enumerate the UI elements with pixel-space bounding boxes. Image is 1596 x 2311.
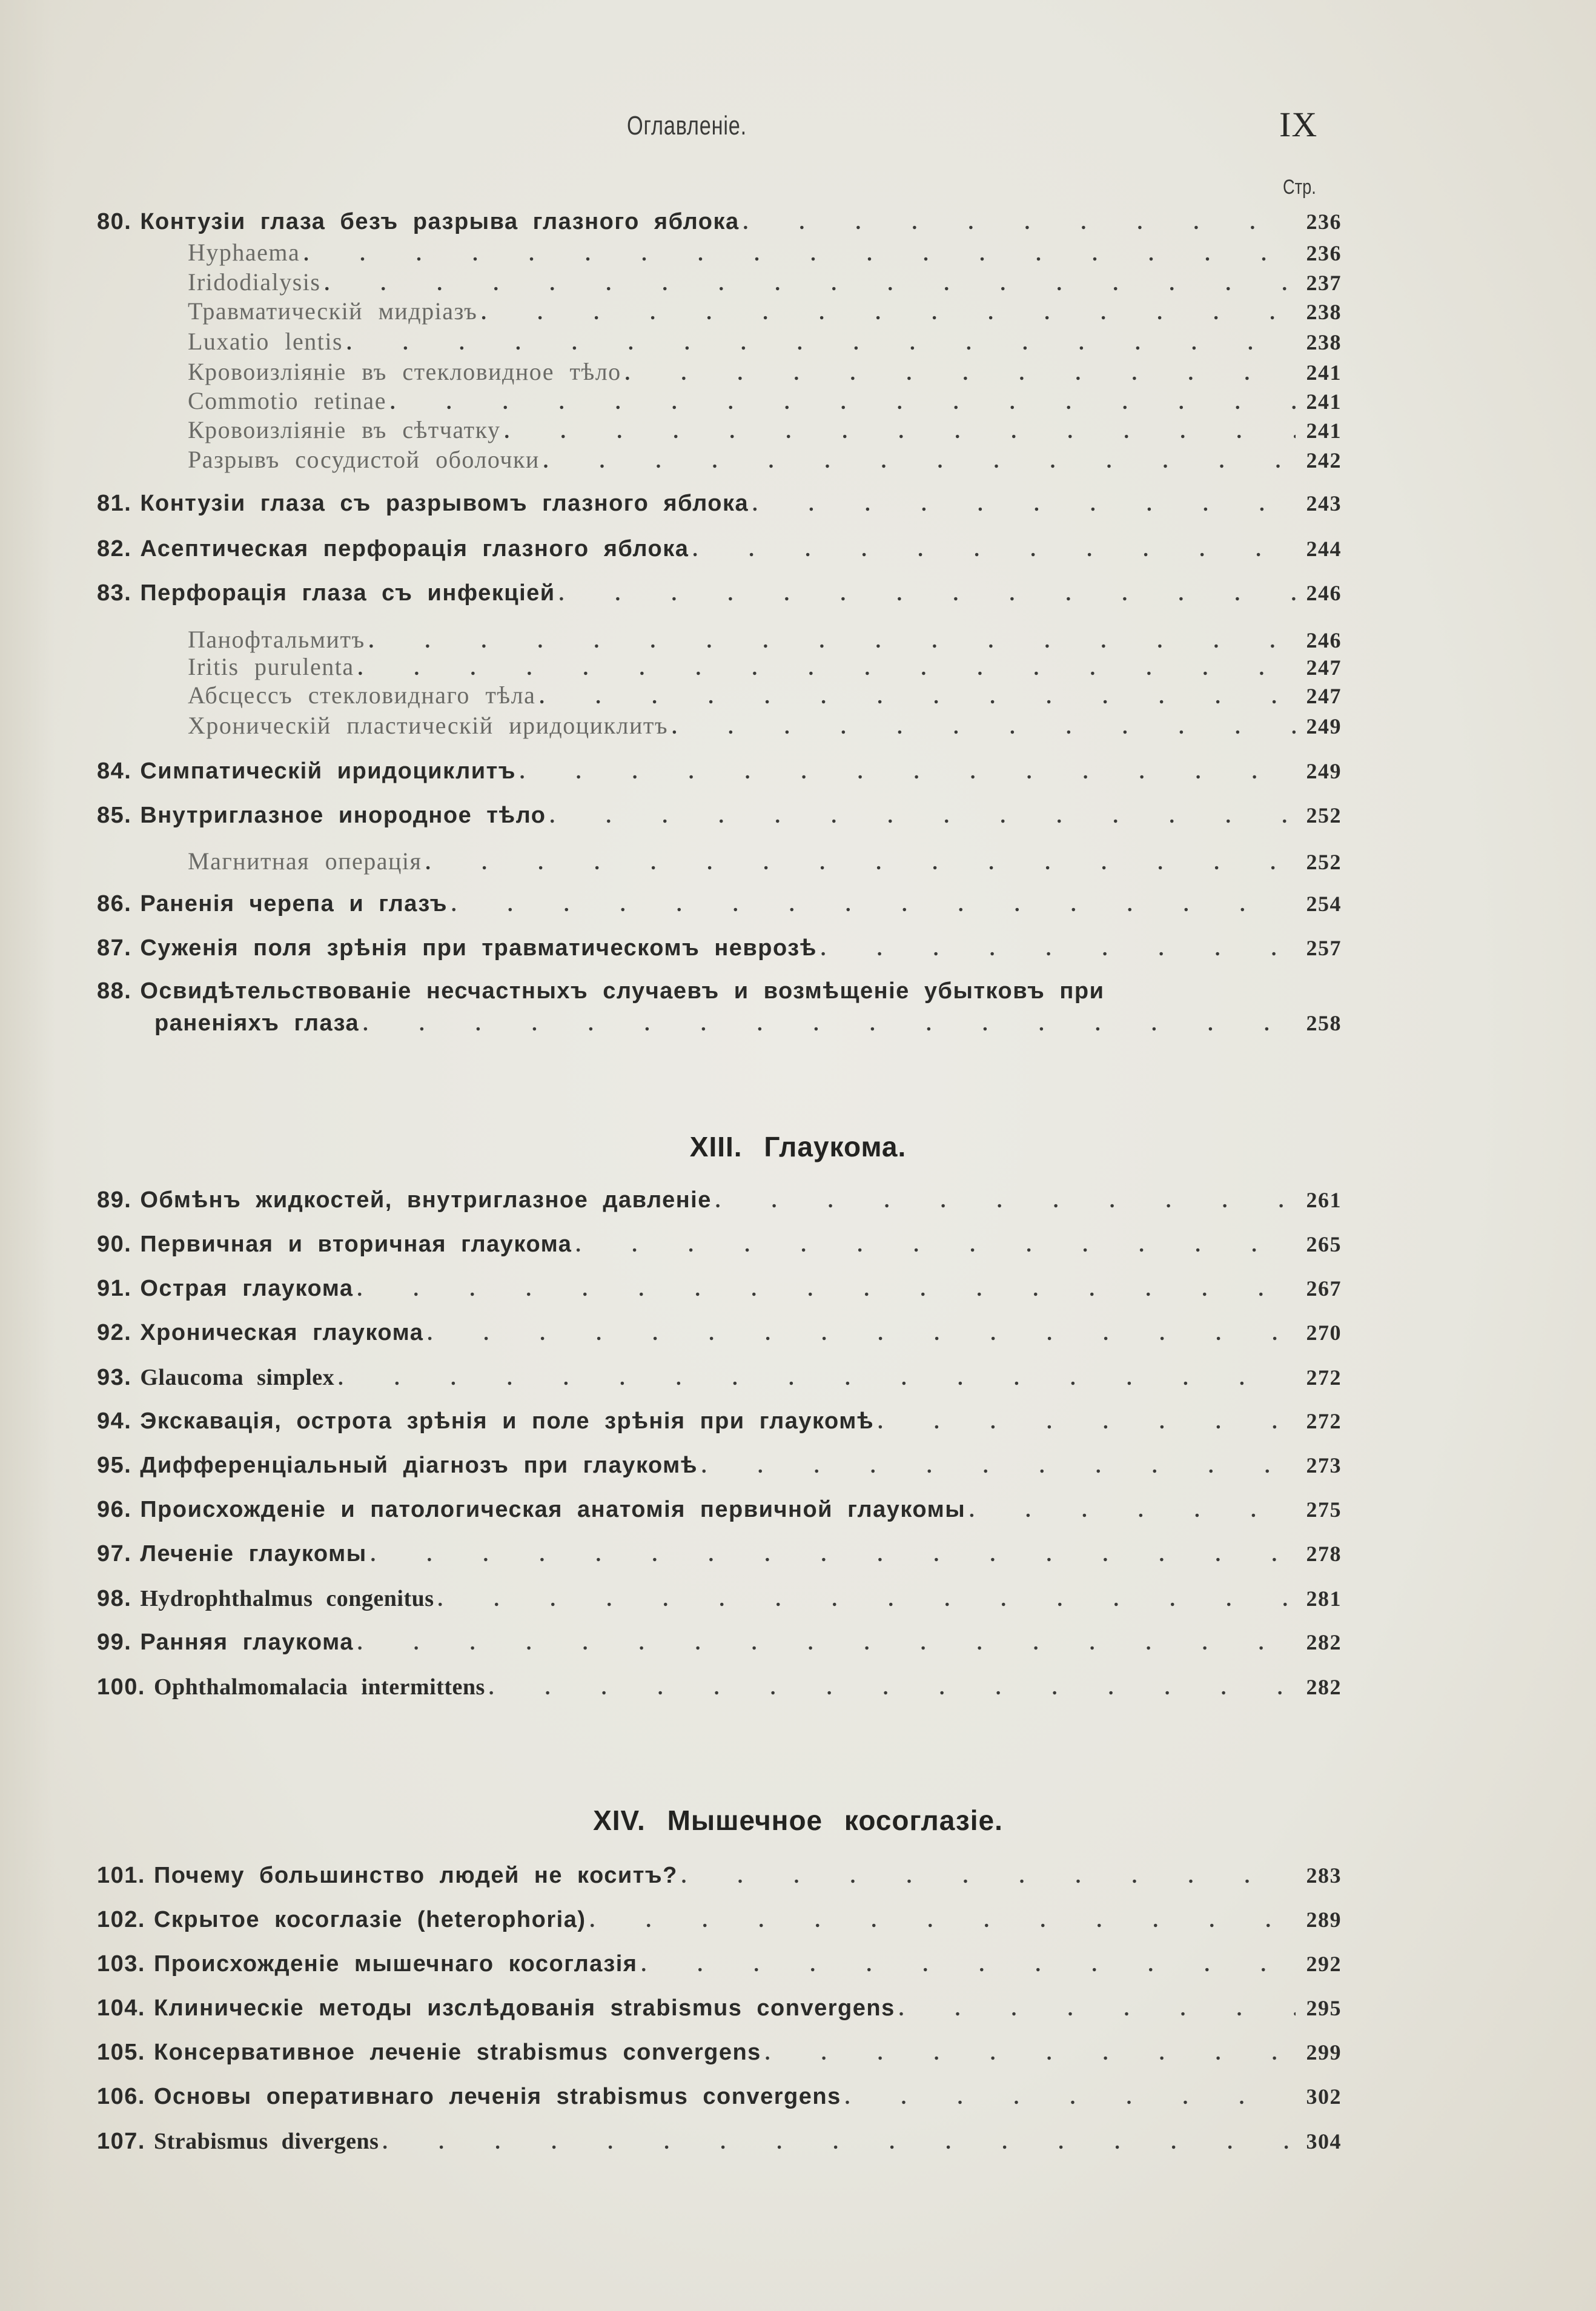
dot-leader — [641, 1954, 1296, 1977]
dot-leader — [765, 2042, 1296, 2065]
dot-leader — [899, 1998, 1296, 2021]
entry-title: Ophthalmomalacia intermittens — [153, 1674, 485, 1700]
entry-page: 295 — [1306, 1996, 1342, 2020]
toc-entry[interactable] — [97, 891, 1342, 917]
toc-entry[interactable] — [97, 1995, 1342, 2021]
toc-subentry[interactable] — [188, 268, 1342, 296]
entry-page: 272 — [1306, 1365, 1342, 1390]
toc-entry[interactable] — [97, 1951, 1342, 1977]
entry-title: Основы оперативнаго леченія strabismus convergens — [153, 2084, 841, 2109]
entry-page: 270 — [1306, 1321, 1342, 1345]
dot-leader — [590, 1909, 1296, 1932]
entry-title: Острая глаукома — [140, 1276, 354, 1301]
toc-subentry[interactable] — [188, 681, 1342, 709]
subentry-page: 247 — [1306, 684, 1342, 708]
toc-subentry[interactable] — [188, 711, 1342, 740]
subentry-page: 249 — [1306, 714, 1342, 738]
subentry-title: Hyphaema — [188, 239, 300, 266]
entry-title: Hydrophthalmus congenitus — [140, 1586, 434, 1611]
running-title: Оглавленіе. — [627, 111, 747, 141]
toc-subentry[interactable] — [188, 386, 1342, 415]
entry-title: Первичная и вторичная глаукома — [140, 1232, 572, 1257]
toc-entry[interactable] — [97, 803, 1342, 829]
toc-entry[interactable] — [97, 1187, 1342, 1213]
toc-entry[interactable] — [97, 1364, 1342, 1391]
entry-number: 105. — [97, 2040, 145, 2065]
page-folio: IX — [1279, 105, 1318, 144]
entry-page: 292 — [1306, 1952, 1342, 1976]
subentry-page: 247 — [1306, 655, 1342, 680]
section-number: XIV. — [593, 1805, 646, 1836]
toc-entry[interactable] — [97, 1408, 1342, 1434]
entry-number: 100. — [97, 1674, 145, 1700]
subentry-page: 237 — [1306, 271, 1342, 295]
entry-title: Клиническіе методы изслѣдованія strabismus convergens — [153, 1995, 895, 2021]
dot-leader — [701, 1455, 1296, 1478]
entry-number: 87. — [97, 935, 132, 961]
toc-entry[interactable] — [97, 2040, 1342, 2066]
dot-leader — [520, 761, 1296, 784]
toc-entry[interactable] — [97, 580, 1342, 606]
toc-entry[interactable] — [97, 2084, 1342, 2110]
dot-leader — [743, 211, 1296, 234]
subentry-page: 246 — [1306, 628, 1342, 652]
dot-leader — [346, 332, 1296, 355]
dot-leader — [338, 1367, 1296, 1390]
entry-number: 85. — [97, 803, 132, 828]
entry-page: 278 — [1306, 1542, 1342, 1566]
entry-number: 81. — [97, 491, 132, 516]
dot-leader — [324, 273, 1296, 296]
toc-subentry[interactable] — [188, 625, 1342, 654]
subentry-page: 252 — [1306, 850, 1342, 874]
subentry-title: Абсцессъ стекловиднаго тѣла — [188, 681, 536, 709]
subentry-title: Iridodialysis — [188, 268, 321, 296]
subentry-page: 241 — [1306, 419, 1342, 443]
subentry-title: Кровоизліяніе въ сѣтчатку — [188, 416, 501, 443]
entry-number: 83. — [97, 580, 132, 606]
entry-page: 289 — [1306, 1908, 1342, 1932]
entry-page: 267 — [1306, 1276, 1342, 1301]
toc-entry[interactable] — [97, 1497, 1342, 1523]
subentry-page: 241 — [1306, 390, 1342, 414]
entry-page: 236 — [1306, 210, 1342, 234]
entry-title: Почему большинство людей не коситъ? — [153, 1863, 678, 1888]
toc-entry[interactable] — [97, 2128, 1342, 2155]
entry-page: 249 — [1306, 759, 1342, 783]
dot-leader — [969, 1499, 1296, 1522]
entry-page: 246 — [1306, 581, 1342, 605]
entry-number: 93. — [97, 1365, 132, 1390]
entry-number: 88. — [97, 978, 132, 1004]
subentry-page: 238 — [1306, 300, 1342, 324]
entry-title: Экскавація, острота зрѣнія и поле зрѣнія при глаукомѣ — [140, 1408, 875, 1434]
entry-page: 272 — [1306, 1409, 1342, 1433]
toc-entry[interactable] — [97, 935, 1342, 961]
entry-page: 302 — [1306, 2084, 1342, 2109]
entry-title: Контузіи глаза безъ разрыва глазного яблока — [140, 209, 740, 234]
toc-entry[interactable] — [97, 491, 1342, 517]
dot-leader — [681, 1865, 1296, 1888]
dot-leader — [382, 2131, 1296, 2154]
dot-leader — [357, 1278, 1296, 1301]
dot-leader — [451, 894, 1296, 917]
subentry-page: 242 — [1306, 448, 1342, 472]
entry-title: Перфорація глаза съ инфекціей — [140, 580, 555, 606]
entry-number: 90. — [97, 1232, 132, 1257]
toc-entry-continuation[interactable] — [154, 1010, 1342, 1036]
entry-title: Контузіи глаза съ разрывомъ глазного яблока — [140, 491, 749, 516]
entry-page: 304 — [1306, 2129, 1342, 2154]
toc-subentry[interactable] — [188, 297, 1342, 325]
toc-entry[interactable] — [97, 1453, 1342, 1479]
entry-number: 91. — [97, 1276, 132, 1301]
entry-title: Скрытое косоглазіе (heterophoria) — [153, 1907, 586, 1932]
dot-leader — [549, 805, 1296, 828]
subentry-title: Магнитная операція — [188, 847, 422, 875]
entry-number: 84. — [97, 758, 132, 784]
dot-leader — [559, 583, 1296, 606]
section-heading — [0, 1804, 1596, 1837]
subentry-title: Хроническій пластическій иридоциклитъ — [188, 712, 669, 739]
dot-leader — [752, 493, 1296, 516]
entry-title: Glaucoma simplex — [140, 1365, 335, 1390]
entry-number: 80. — [97, 209, 132, 234]
subentry-page: 238 — [1306, 330, 1342, 354]
entry-number: 101. — [97, 1863, 145, 1888]
entry-number: 92. — [97, 1320, 132, 1345]
entry-title: Хроническая глаукома — [140, 1320, 424, 1345]
toc-entry[interactable] — [97, 1630, 1342, 1656]
dot-leader — [504, 420, 1296, 443]
entry-title: Происхожденіе и патологическая анатомія первичной глаукомы — [140, 1497, 966, 1522]
toc-entry[interactable] — [97, 1585, 1342, 1612]
page-column-label: Стр. — [1283, 176, 1316, 199]
entry-page: 257 — [1306, 936, 1342, 960]
entry-number: 94. — [97, 1408, 132, 1434]
entry-number: 86. — [97, 891, 132, 917]
dot-leader — [303, 243, 1296, 266]
entry-title: Консервативное леченіе strabismus convergens — [153, 2040, 761, 2065]
entry-number: 104. — [97, 1995, 145, 2021]
toc-subentry[interactable] — [188, 416, 1342, 444]
dot-leader — [427, 1322, 1296, 1345]
dot-leader — [878, 1411, 1296, 1434]
entry-title: Раненія черепа и глазъ — [140, 891, 448, 917]
entry-number: 97. — [97, 1541, 132, 1567]
toc-subentry[interactable] — [188, 652, 1342, 681]
toc-entry[interactable] — [97, 536, 1342, 562]
entry-number: 102. — [97, 1907, 145, 1932]
subentry-title: Разрывъ сосудистой оболочки — [188, 446, 540, 473]
toc-entry[interactable] — [97, 758, 1342, 784]
toc-subentry[interactable] — [188, 847, 1342, 875]
entry-title: Обмѣнъ жидкостей, внутриглазное давленіе — [140, 1187, 712, 1213]
dot-leader — [575, 1234, 1296, 1257]
subentry-title: Панофтальмитъ — [188, 626, 365, 653]
section-title: Мышечное косоглазіе. — [667, 1805, 1003, 1836]
dot-leader — [357, 1632, 1296, 1655]
entry-page: 283 — [1306, 1863, 1342, 1888]
entry-page: 243 — [1306, 491, 1342, 516]
entry-number: 107. — [97, 2129, 145, 2154]
entry-title: Strabismus divergens — [153, 2129, 379, 2154]
dot-leader — [363, 1013, 1296, 1036]
subentry-title: Кровоизліяніе въ стекловидное тѣло — [188, 358, 621, 385]
entry-title: Ранняя глаукома — [140, 1630, 354, 1655]
toc-entry[interactable] — [97, 1907, 1342, 1933]
toc-entry[interactable] — [97, 209, 1342, 235]
dot-leader — [845, 2086, 1296, 2109]
entry-title: Леченіе глаукомы — [140, 1541, 367, 1567]
entry-page: 281 — [1306, 1587, 1342, 1611]
entry-page: 258 — [1306, 1011, 1342, 1035]
entry-title: Асептическая перфорація глазного яблока — [140, 536, 689, 562]
entry-title: Суженія поля зрѣнія при травматическомъ неврозѣ — [140, 935, 817, 961]
dot-leader — [543, 450, 1296, 473]
entry-number: 103. — [97, 1951, 145, 1977]
entry-page: 252 — [1306, 803, 1342, 827]
toc-subentry[interactable] — [188, 238, 1342, 267]
subentry-title: Iritis purulenta — [188, 653, 354, 680]
dot-leader — [715, 1190, 1296, 1213]
section-title: Глаукома. — [764, 1131, 907, 1162]
entry-title: Освидѣтельствованіе несчастныхъ случаевъ и возмѣщеніе убытковъ при — [140, 978, 1105, 1004]
toc-entry[interactable] — [97, 1863, 1342, 1889]
section-number: XIII. — [689, 1131, 743, 1162]
dot-leader — [369, 630, 1296, 653]
dot-leader — [481, 302, 1296, 325]
entry-number: 96. — [97, 1497, 132, 1522]
entry-number: 95. — [97, 1453, 132, 1478]
dot-leader — [692, 539, 1296, 562]
dot-leader — [390, 391, 1296, 414]
subentry-page: 236 — [1306, 241, 1342, 265]
entry-page: 299 — [1306, 2040, 1342, 2064]
entry-number: 99. — [97, 1630, 132, 1655]
dot-leader — [539, 686, 1296, 709]
dot-leader — [672, 716, 1296, 739]
dot-leader — [371, 1543, 1296, 1567]
dot-leader — [625, 362, 1296, 385]
toc-entry[interactable] — [97, 1674, 1342, 1700]
dot-leader — [821, 938, 1296, 961]
toc-entry[interactable] — [97, 978, 1342, 1004]
entry-page: 282 — [1306, 1675, 1342, 1699]
entry-page: 275 — [1306, 1497, 1342, 1522]
subentry-title: Травматическій мидріазъ — [188, 297, 478, 325]
toc-entry[interactable] — [97, 1232, 1342, 1258]
entry-title: Дифференціальный діагнозъ при глаукомѣ — [140, 1453, 698, 1478]
dot-leader — [489, 1677, 1296, 1700]
subentry-title: Luxatio lentis — [188, 328, 343, 355]
subentry-title: Commotio retinae — [188, 387, 386, 414]
entry-page: 282 — [1306, 1630, 1342, 1654]
toc-entry[interactable] — [97, 1320, 1342, 1346]
dot-leader — [358, 657, 1296, 680]
entry-title-continuation: раненіяхъ глаза — [154, 1010, 360, 1036]
entry-page: 254 — [1306, 892, 1342, 916]
subentry-page: 241 — [1306, 360, 1342, 385]
toc-subentry[interactable] — [188, 445, 1342, 474]
toc-subentry[interactable] — [188, 327, 1342, 356]
entry-page: 273 — [1306, 1453, 1342, 1477]
entry-number: 106. — [97, 2084, 145, 2109]
entry-page: 261 — [1306, 1188, 1342, 1212]
toc-entry[interactable] — [97, 1541, 1342, 1567]
entry-page: 265 — [1306, 1232, 1342, 1256]
entry-number: 82. — [97, 536, 132, 562]
dot-leader — [425, 852, 1296, 875]
entry-title: Происхожденіе мышечнаго косоглазія — [153, 1951, 638, 1977]
toc-subentry[interactable] — [188, 357, 1342, 386]
entry-page: 244 — [1306, 537, 1342, 561]
dot-leader — [438, 1588, 1296, 1611]
entry-number: 89. — [97, 1187, 132, 1213]
entry-number: 98. — [97, 1586, 132, 1611]
entry-title: Внутриглазное инородное тѣло — [140, 803, 546, 828]
toc-entry[interactable] — [97, 1276, 1342, 1302]
section-heading — [0, 1130, 1596, 1163]
entry-title: Симпатическій иридоциклитъ — [140, 758, 516, 784]
